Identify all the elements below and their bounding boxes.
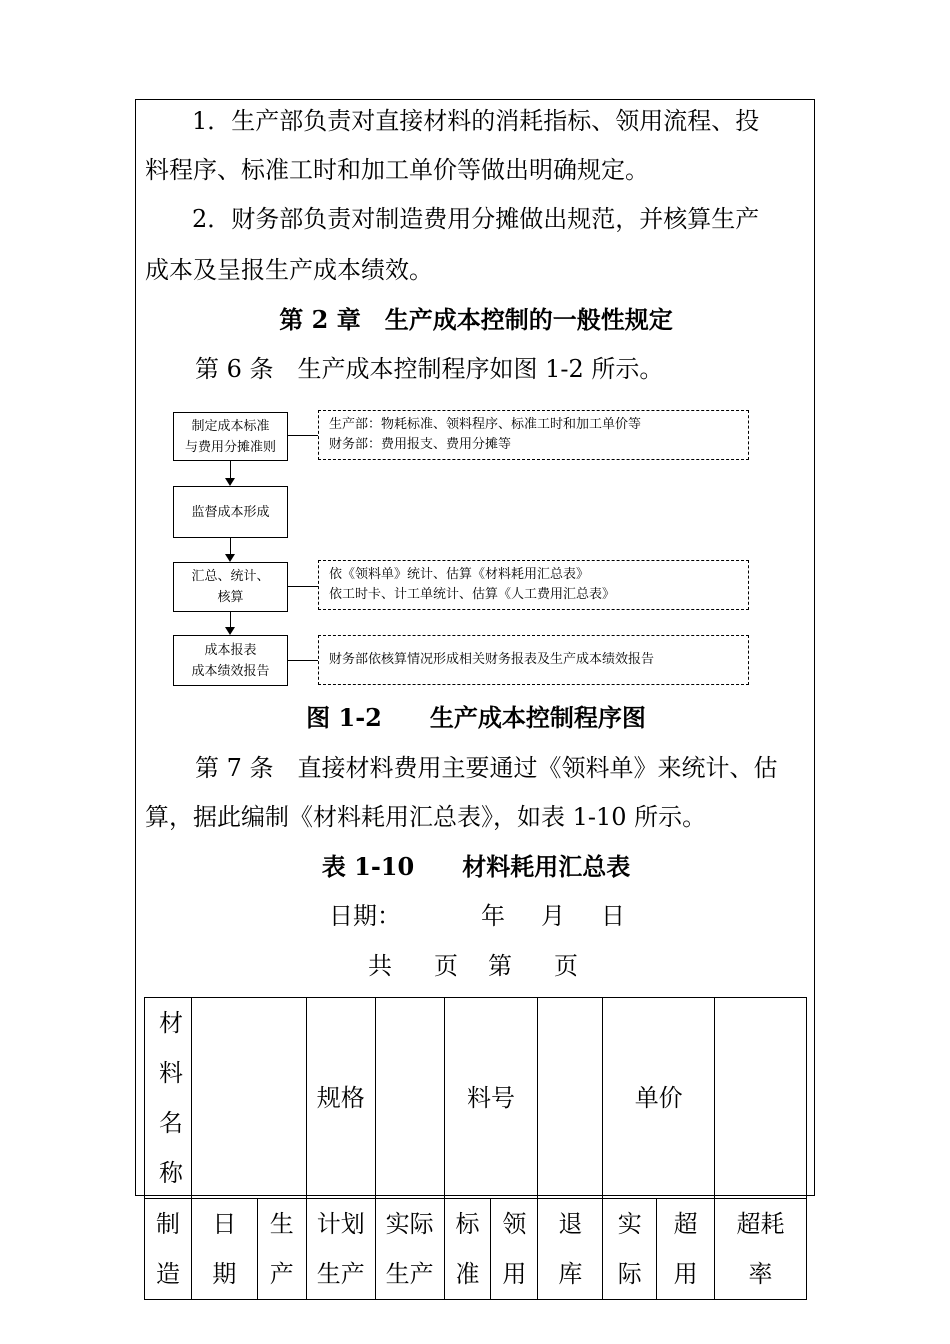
cell-manufacture: 制 造 (145, 1199, 192, 1300)
cell-material-name-value[interactable] (191, 998, 306, 1199)
paragraph-1-line-2: 料程序、标准工时和加工单价等做出明确规定。 (145, 156, 649, 184)
chapter-title: 第 2 章 生产成本控制的一般性规定 (279, 305, 673, 334)
cell-date: 日 期 (191, 1199, 257, 1300)
figure-caption: 图 1-2 生产成本控制程序图 (306, 703, 646, 732)
cell-requisition: 领 用 (491, 1199, 538, 1300)
page-unit-1: 页 (434, 952, 458, 980)
flow-step-1 (173, 412, 288, 461)
material-usage-table (144, 997, 807, 1300)
cell-unit-price-label: 单价 (603, 998, 715, 1199)
paragraph-2-line-1: 2．财务部负责对制造费用分摊做出规范，并核算生产 (192, 205, 760, 233)
flow-note-1-line-1: 生产部：物耗标准、领料程序、标准工时和加工单价等 (329, 417, 642, 432)
date-line (329, 901, 625, 931)
flow-connector-3 (288, 660, 318, 661)
flow-step-4-line-1: 成本报表 (204, 642, 257, 658)
cell-return: 退 库 (538, 1199, 603, 1300)
document-frame (135, 99, 815, 1288)
date-label: 日期： (329, 902, 401, 930)
cell-unit-price-value[interactable] (715, 998, 807, 1199)
cell-overuse-rate: 超耗 率 (715, 1199, 807, 1300)
cell-actual-production: 实际 生产 (375, 1199, 444, 1300)
cell-actual: 实 际 (603, 1199, 657, 1300)
cell-item-no-label: 料号 (444, 998, 538, 1199)
flow-note-2-line-1: 依《领料单》统计、估算《材料耗用汇总表》 (329, 567, 590, 582)
flow-note-2-line-2: 依工时卡、计工单统计、估算《人工费用汇总表》 (329, 587, 616, 602)
cell-planned-production: 计划 生产 (306, 1199, 375, 1300)
table-row-header-2 (145, 1199, 807, 1300)
page-line (368, 951, 578, 981)
cell-standard: 标 准 (444, 1199, 491, 1300)
flow-arrow-2 (230, 538, 231, 560)
cell-material-name-label: 材料 名称 (145, 998, 192, 1199)
date-day: 日 (601, 902, 625, 930)
flow-connector-2 (288, 586, 318, 587)
flow-connector-1 (288, 435, 318, 436)
cell-overuse: 超 用 (657, 1199, 715, 1300)
flow-step-4-line-2: 成本绩效报告 (191, 663, 270, 679)
cell-spec-label: 规格 (306, 998, 375, 1199)
flow-note-3-line-1: 财务部依核算情况形成相关财务报表及生产成本绩效报告 (329, 652, 655, 667)
flow-step-1-line-2: 与费用分摊准则 (184, 439, 276, 455)
page-unit-2: 页 (554, 952, 578, 980)
date-month: 月 (541, 902, 565, 930)
flow-step-3-line-2: 核算 (217, 590, 244, 605)
article-7-line-2: 算，据此编制《材料耗用汇总表》，如表 1-10 所示。 (145, 803, 707, 831)
paragraph-2-line-2: 成本及呈报生产成本绩效。 (145, 256, 433, 284)
flow-step-2-line-1: 监督成本形成 (191, 504, 270, 520)
paragraph-1-line-1: 1．生产部负责对直接材料的消耗指标、领用流程、投 (192, 107, 760, 135)
flow-step-3-line-1: 汇总、统计、 (191, 569, 270, 584)
flow-step-1-line-1: 制定成本标准 (191, 418, 270, 434)
flow-step-2 (173, 486, 288, 538)
cell-spec-value[interactable] (375, 998, 444, 1199)
flow-note-2 (318, 560, 749, 610)
flow-note-3 (318, 635, 749, 685)
page-nth-label: 第 (488, 952, 512, 980)
cell-item-no-value[interactable] (538, 998, 603, 1199)
page-total-label: 共 (368, 952, 392, 980)
article-7-line-1: 第 7 条 直接材料费用主要通过《领料单》来统计、估 (195, 754, 778, 782)
flow-arrow-3 (230, 612, 231, 633)
cell-production: 生 产 (257, 1199, 306, 1300)
flow-note-1 (318, 410, 749, 460)
flow-arrow-1 (230, 461, 231, 484)
flow-note-1-line-2: 财务部：费用报支、费用分摊等 (329, 437, 512, 452)
flow-step-3 (173, 562, 288, 612)
table-title: 表 1-10 材料耗用汇总表 (321, 852, 631, 881)
flow-step-4 (173, 635, 288, 686)
article-6: 第 6 条 生产成本控制程序如图 1-2 所示。 (195, 355, 664, 383)
date-year: 年 (481, 902, 505, 930)
table-row-header-1 (145, 998, 807, 1199)
